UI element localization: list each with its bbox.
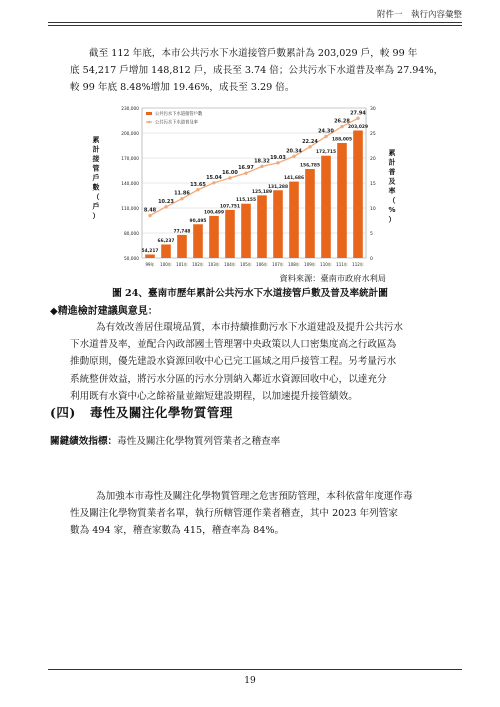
bar — [241, 204, 251, 258]
right-axis-label: ） — [388, 215, 396, 224]
left-axis-label: （ — [92, 193, 100, 201]
body2-line: 為加強本市毒性及關注化學物質管理之危害預防管理，本科依當年度運作毒 — [96, 491, 413, 502]
rate-point — [228, 176, 231, 179]
section-number: (四) — [50, 405, 76, 420]
rate-data-label: 18.32 — [254, 158, 270, 165]
intro-line: 較 99 年底 8.48%增加 19.46%，成長至 3.29 倍。 — [70, 82, 295, 94]
figure-caption: 圖 24、臺南市歷年累計公共污水下水道接管戶數及普及率統計圖 — [112, 288, 388, 299]
review-line: 利用既有水資中心之餘裕量並縮短建設期程，以加速提升接管績效。 — [70, 390, 358, 402]
figure-source: 資料來源：臺南市政府水利局 — [279, 273, 386, 283]
page-header: 附件一 執行內容彙整 — [376, 10, 462, 20]
right-axis-label: 率 — [388, 187, 396, 195]
rate-point — [212, 181, 215, 184]
intro-paragraph — [70, 45, 458, 97]
review-line: 為有效改善居住環境品質，本市持續推動污水下水道建設及提升公共污水 — [96, 322, 403, 333]
chart-svg — [86, 100, 416, 272]
x-tick-label: 112年 — [352, 262, 364, 267]
page-number: 19 — [244, 676, 256, 686]
x-tick-label: 110年 — [320, 262, 332, 267]
body2-line: 數為 494 家，稽查家數為 415，稽查率為 84%。 — [70, 525, 285, 537]
x-tick-label: 104年 — [224, 262, 236, 267]
bar-data-label: 100,499 — [204, 210, 224, 216]
bar-data-label: 54,217 — [141, 248, 159, 254]
right-axis-label: 累 — [388, 149, 396, 157]
bar — [257, 195, 267, 258]
x-tick-label: 111年 — [336, 262, 348, 267]
bar — [225, 210, 235, 258]
rate-point — [196, 188, 199, 191]
left-axis-label: 管 — [92, 164, 100, 173]
legend-line-label: 公共污水下水道普及率 — [155, 120, 198, 126]
bar — [305, 169, 315, 258]
rate-data-label: 26.28 — [334, 118, 350, 125]
bar — [353, 130, 363, 258]
right-tick-label: 20 — [370, 157, 376, 162]
legend-line-marker — [148, 121, 151, 124]
left-tick-label: 140,000 — [121, 182, 139, 187]
kpi-text: 毒性及關注化學物質列管業者之稽查率 — [117, 436, 281, 447]
bar — [273, 190, 283, 258]
bar-data-label: 156,785 — [300, 163, 320, 169]
right-tick-label: 30 — [370, 107, 376, 112]
body2-line: 性及關注化學物質業者名單，執行所轄管運作業者稽查，其中 2023 年列管家 — [70, 508, 398, 520]
rate-data-label: 24.30 — [318, 128, 334, 135]
left-axis-label: 接 — [92, 155, 100, 163]
left-axis-label: ） — [92, 212, 100, 220]
body2-paragraph — [70, 488, 458, 540]
review-paragraph — [70, 319, 458, 405]
sewer-chart — [86, 100, 416, 272]
rate-data-label: 20.34 — [286, 148, 302, 155]
right-tick-label: 0 — [370, 257, 373, 262]
rate-point — [244, 171, 247, 174]
left-axis-label: 數 — [92, 183, 100, 192]
rate-data-label: 16.00 — [222, 170, 238, 176]
review-line: 系統整併效益，將污水分區的污水分別納入鄰近水資源回收中心，以達充分 — [70, 373, 387, 385]
rate-data-label: 15.04 — [206, 174, 222, 181]
rate-point — [324, 135, 327, 138]
bar — [145, 254, 155, 258]
rate-point — [164, 205, 167, 208]
rate-data-label: 10.23 — [158, 198, 174, 205]
x-tick-label: 105年 — [240, 262, 252, 267]
rate-point — [356, 117, 359, 120]
legend-bar-label: 公共污水下水道接管戶數 — [155, 112, 203, 117]
rate-data-label: 16.97 — [238, 165, 254, 172]
x-tick-label: 99年 — [145, 262, 155, 267]
legend-bar-swatch — [146, 112, 152, 115]
bar-data-label: 107,751 — [220, 204, 240, 210]
right-axis-label: 計 — [388, 158, 396, 167]
left-axis-label: 戶 — [92, 202, 100, 211]
right-axis-label: 普 — [388, 168, 396, 176]
bar — [337, 143, 347, 258]
left-tick-label: 110,000 — [121, 207, 139, 212]
bar — [321, 156, 331, 258]
x-tick-label: 106年 — [256, 262, 268, 267]
bar-data-label: 125,189 — [252, 189, 272, 195]
left-axis-label: 累 — [92, 136, 100, 144]
right-axis-label: % — [388, 206, 396, 214]
left-tick-label: 170,000 — [121, 157, 139, 162]
bar-data-label: 115,155 — [236, 198, 256, 204]
review-heading: ◆精進檢討建議與意見： — [50, 306, 158, 317]
right-axis-label: （ — [388, 196, 396, 205]
section-title-text: 毒性及關注化學物質管理 — [89, 405, 233, 420]
left-axis-label: 戶 — [92, 174, 100, 182]
left-tick-label: 80,000 — [123, 232, 139, 237]
bar-data-label: 77,748 — [173, 229, 191, 235]
x-tick-label: 101年 — [176, 262, 188, 267]
kpi-label: 關鍵績效指標： — [50, 436, 118, 447]
rate-point — [308, 145, 311, 148]
left-tick-label: 230,000 — [121, 107, 139, 112]
left-axis-label: 計 — [92, 145, 100, 154]
right-tick-label: 25 — [370, 132, 376, 137]
right-tick-label: 5 — [370, 232, 373, 237]
rate-data-label: 19.03 — [270, 154, 286, 161]
rate-point — [340, 125, 343, 128]
left-tick-label: 50,000 — [123, 257, 139, 262]
rate-point — [276, 161, 279, 164]
rate-point — [292, 155, 295, 158]
intro-line: 截至 112 年底，本市公共污水下水道接管戶數累計為 203,029 戶，較 99 年 — [89, 48, 418, 59]
review-line: 推動原則，優先建設水資源回收中心已完工區域之用戶接管工程。另考量污水 — [70, 356, 397, 368]
x-tick-label: 108年 — [288, 262, 300, 267]
bar — [161, 244, 171, 258]
right-tick-label: 15 — [370, 182, 376, 187]
bar-data-label: 172,715 — [316, 150, 336, 156]
rate-point — [148, 214, 151, 217]
rate-data-label: 27.94 — [350, 110, 366, 117]
footer-rule — [48, 669, 462, 670]
x-tick-label: 107年 — [272, 262, 284, 267]
header-rule-thick — [48, 22, 462, 23]
rate-data-label: 11.86 — [174, 190, 190, 197]
rate-data-label: 22.24 — [302, 138, 318, 145]
bar-data-label: 188,005 — [332, 137, 352, 143]
section-heading — [50, 403, 233, 421]
intro-line: 底 54,217 戶增加 148,812 戶，成長至 3.74 倍；公共污水下水道普及率為 27.94%， — [70, 65, 444, 77]
bar-data-label: 66,237 — [157, 238, 175, 244]
rate-data-label: 13.65 — [190, 181, 206, 188]
x-tick-label: 100年 — [160, 262, 172, 267]
rate-point — [180, 197, 183, 200]
kpi-line — [50, 433, 280, 447]
bar — [193, 224, 203, 258]
left-tick-label: 200,000 — [121, 132, 139, 137]
bar — [289, 182, 299, 258]
bar — [177, 235, 187, 258]
review-line: 下水道普及率，並配合內政部國土管理署中央政策以人口密集度高之行政區為 — [70, 339, 397, 351]
x-tick-label: 102年 — [192, 262, 204, 267]
bar-data-label: 90,495 — [189, 218, 207, 224]
right-tick-label: 10 — [370, 207, 376, 212]
bar — [209, 216, 219, 258]
header-rule-thin — [48, 25, 462, 26]
bar-data-label: 203,029 — [348, 124, 368, 130]
bar-data-label: 141,686 — [284, 176, 304, 182]
rate-point — [260, 165, 263, 168]
bar-data-label: 131,288 — [268, 184, 288, 190]
x-tick-label: 109年 — [304, 262, 316, 267]
x-tick-label: 103年 — [208, 262, 220, 267]
right-axis-label: 及 — [388, 177, 396, 186]
rate-data-label: 8.48 — [143, 207, 157, 214]
